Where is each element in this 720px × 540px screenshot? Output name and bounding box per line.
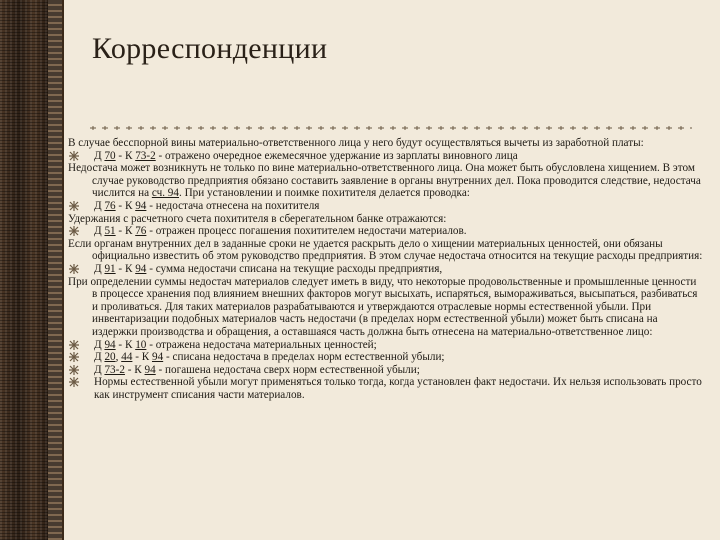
paragraph-2 [68,162,704,200]
bullet-item-3 [68,225,704,238]
account-credit: 73-2 [135,149,156,162]
entry-description: - списана недостача в пределах норм естественной убыли; [163,351,445,364]
decorative-border [0,0,48,540]
debit-label: Д [94,363,105,376]
credit-label: - К [124,363,145,376]
bullet-item-5 [68,339,704,352]
paragraph-1: В случае бесспорной вины материально-ответственного лица у него будут осуществляться вычеты из заработной платы: [68,137,644,149]
slide-content [68,137,704,401]
ornamental-bullet-icon [69,340,79,350]
paragraph-2-text: Недостача может возникнуть не только по вине материально-ответственного лица. Она может быть обусловлена хищением. В этом случае руководство предприятия обязано составить заявление в органы внутренних дел. Пока проводится следствие, недостача числится на [68,162,701,200]
entry-description: - отражен процесс погашения похитителем недостачи материалов. [146,225,467,238]
credit-label: - К [115,262,136,275]
debit-label: Д [94,262,105,275]
bullet-text: Нормы естественной убыли могут применяться только тогда, когда установлен факт недостачи. Их нельзя использовать просто как инструмент списания части материалов. [94,376,702,401]
ornamental-bullet-icon [69,377,79,387]
account-debit-2: 44 [121,351,133,364]
bullet-item-1 [68,150,704,163]
paragraph-2-text-after: . При установлении и поимке похитителя делается проводка: [179,187,470,200]
decorative-border-edge [48,0,62,540]
account-credit: 10 [135,338,147,351]
credit-label: - К [115,338,136,351]
bullet-item-2 [68,200,704,213]
credit-label: - К [132,351,152,364]
entry-description: - отражена недостача материальных ценностей; [146,338,377,351]
account-debit: 94 [104,338,116,351]
entry-description: - недостача отнесена на похитителя [146,199,320,212]
credit-label: - К [115,199,136,212]
ornamental-bullet-icon [69,365,79,375]
bullet-item-4 [68,263,704,276]
account-debit: 91 [104,262,116,275]
ornamental-bullet-icon [69,352,79,362]
debit-label: Д [94,149,102,162]
account-credit: 94 [151,351,164,364]
credit-label: - К [115,225,136,238]
debit-label: Д [94,199,105,212]
bullet-item-6 [68,351,704,364]
dotted-divider-icon [90,124,692,132]
account-debit: 76 [104,199,116,212]
account-debit: 20 [104,351,116,364]
bullet-item-7 [68,364,704,377]
account-debit: 70 [104,149,116,162]
entry-description: - сумма недостачи списана на текущие расходы предприятия, [146,262,443,275]
account-debit: 51 [104,225,116,238]
ornamental-bullet-icon [69,151,79,161]
ornamental-bullet-icon [69,264,79,274]
entry-description: - отражено очередное ежемесячное удержание из зарплаты виновного лица [155,149,518,162]
bullet-item-8 [68,376,704,401]
debit-label: Д [94,338,105,351]
paragraph-5: При определении суммы недостач материалов следует иметь в виду, что некоторые продовольственные и промышленные ценности в процессе хранения под влиянием внешних факторов могут высыхать, испаряться, вымораживаться, высыпаться, разбиваться и проливаться. Для таких материалов разрабатываются и утверждаются отраслевые нормы естественной убыли. При инвентаризации подобных материалов часть недостачи (в пределах норм естественной убыли) может быть списана на издержки производства и обращения, а оставшаяся часть должна быть отнесена на материально-ответственное лицо: [68,275,698,338]
decorative-border-line [62,0,64,540]
ornamental-bullet-icon [69,226,79,236]
account-credit: 76 [135,225,147,238]
credit-label: - К [115,149,136,162]
entry-description: - погашена недостача сверх норм естественной убыли; [155,363,420,376]
account-debit: 73-2 [104,363,125,376]
debit-label: Д [94,351,105,364]
account-credit: 94 [135,262,147,275]
account-link: сч. 94 [151,187,179,200]
account-separator: , [115,351,122,364]
account-credit: 94 [135,199,147,212]
paragraph-3: Удержания с расчетного счета похитителя в сберегательном банке отражаются: [68,212,447,225]
slide-title: Корреспонденции [92,32,328,65]
debit-label: Д [94,225,105,238]
ornamental-bullet-icon [69,201,79,211]
account-credit: 94 [144,363,156,376]
paragraph-4: Если органам внутренних дел в заданные сроки не удается раскрыть дело о хищении материальных ценностей, они обязаны официально известить об этом руководство предприятия. В этом случае недостача относится на текущие расходы предприятия: [68,237,703,263]
